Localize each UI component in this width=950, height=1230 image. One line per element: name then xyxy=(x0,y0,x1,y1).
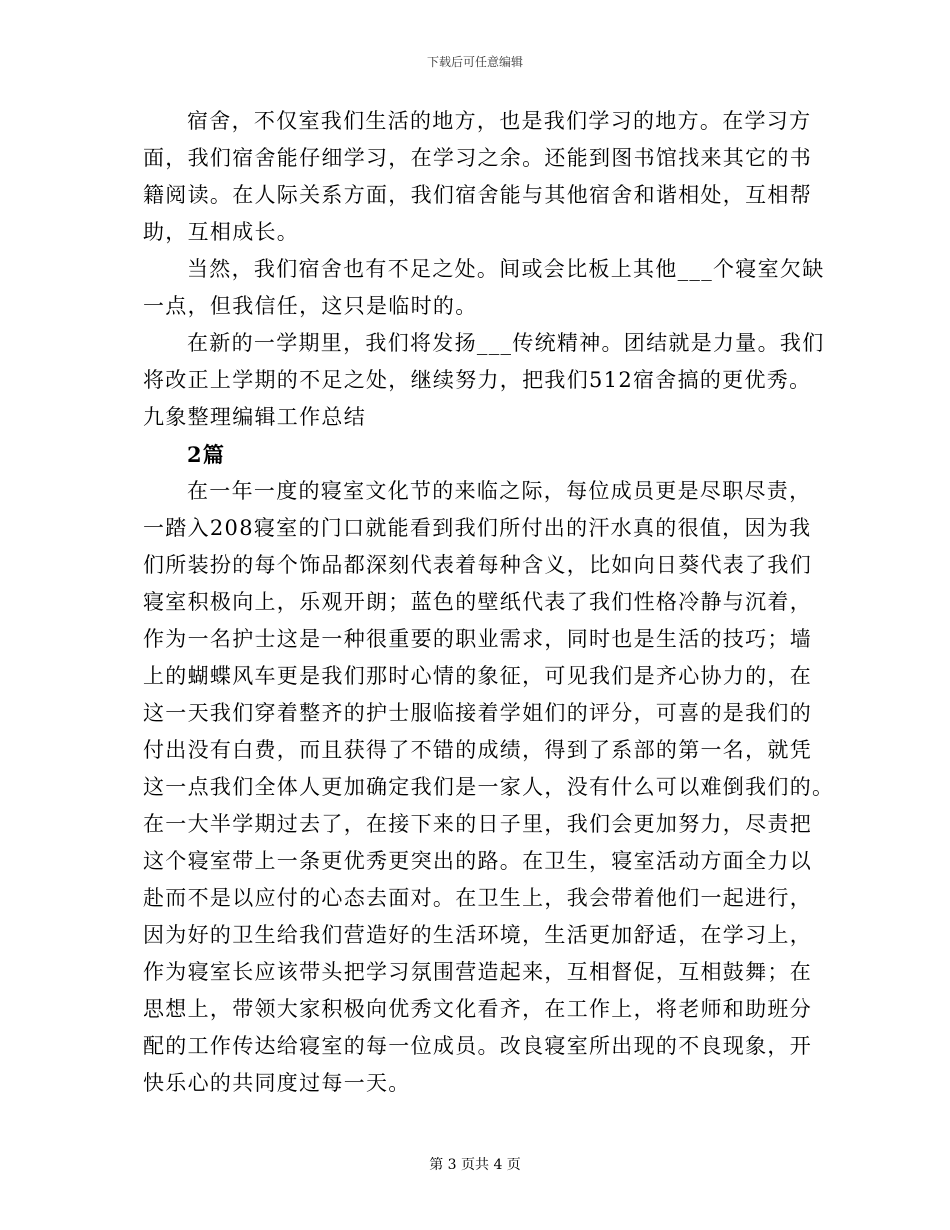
document-body xyxy=(143,103,835,1102)
text-line: 在一年一度的寝室文化节的来临之际，每位成员更是尽职尽责， xyxy=(187,479,812,503)
text-line: 配的工作传达给寝室的每一位成员。改良寝室所出现的不良现象，开 xyxy=(143,1034,812,1058)
text-line: 当然，我们宿舍也有不足之处。间或会比板上其他___个寝室欠缺 xyxy=(187,257,825,281)
text-line: 们所装扮的每个饰品都深刻代表着每种含义，比如向日葵代表了我们 xyxy=(143,553,812,577)
text-line: 思想上，带领大家积极向优秀文化看齐，在工作上，将老师和助班分 xyxy=(143,997,812,1021)
text-line: 面，我们宿舍能仔细学习，在学习之余。还能到图书馆找来其它的书 xyxy=(143,146,812,170)
text-line: 付出没有白费，而且获得了不错的成绩，得到了系部的第一名，就凭 xyxy=(143,738,812,762)
page-header: 下载后可任意编辑 xyxy=(426,55,523,69)
text-line: 因为好的卫生给我们营造好的生活环境，生活更加舒适，在学习上， xyxy=(143,923,812,947)
text-line: 作为一名护士这是一种很重要的职业需求，同时也是生活的技巧；墙 xyxy=(143,627,812,651)
text-line: 上的蝴蝶风车更是我们那时心情的象征，可见我们是齐心协力的，在 xyxy=(143,664,812,688)
text-line: 快乐心的共同度过每一天。 xyxy=(143,1071,411,1095)
text-line: 宿舍，不仅室我们生活的地方，也是我们学习的地方。在学习方 xyxy=(187,109,812,133)
text-line: 这一天我们穿着整齐的护士服临接着学姐们的评分，可喜的是我们的 xyxy=(143,701,812,725)
text-line: 籍阅读。在人际关系方面，我们宿舍能与其他宿舍和谐相处，互相帮 xyxy=(143,183,812,207)
text-line: 赴而不是以应付的心态去面对。在卫生上，我会带着他们一起进行， xyxy=(143,886,812,910)
text-line: 九象整理编辑工作总结 xyxy=(143,405,366,429)
text-line: 寝室积极向上，乐观开朗；蓝色的壁纸代表了我们性格冷静与沉着， xyxy=(143,590,812,614)
text-line: 将改正上学期的不足之处，继续努力，把我们512宿舍搞的更优秀。 xyxy=(143,368,812,392)
text-line: 作为寝室长应该带头把学习氛围营造起来，互相督促，互相鼓舞；在 xyxy=(143,960,812,984)
text-line: 这个寝室带上一条更优秀更突出的路。在卫生，寝室活动方面全力以 xyxy=(143,849,812,873)
text-line: 这一点我们全体人更加确定我们是一家人，没有什么可以难倒我们的。 xyxy=(143,775,835,799)
page-footer: 第 3 页共 4 页 xyxy=(429,1157,521,1173)
text-line: 一点，但我信任，这只是临时的。 xyxy=(143,294,478,318)
text-line: 在新的一学期里，我们将发扬___传统精神。团结就是力量。我们 xyxy=(187,331,825,355)
text-line: 助，互相成长。 xyxy=(143,220,300,244)
text-line: 一踏入208寝室的门口就能看到我们所付出的汗水真的很值，因为我 xyxy=(143,516,812,540)
section-heading: 2篇 xyxy=(187,442,226,467)
text-line: 在一大半学期过去了，在接下来的日子里，我们会更加努力，尽责把 xyxy=(143,812,812,836)
